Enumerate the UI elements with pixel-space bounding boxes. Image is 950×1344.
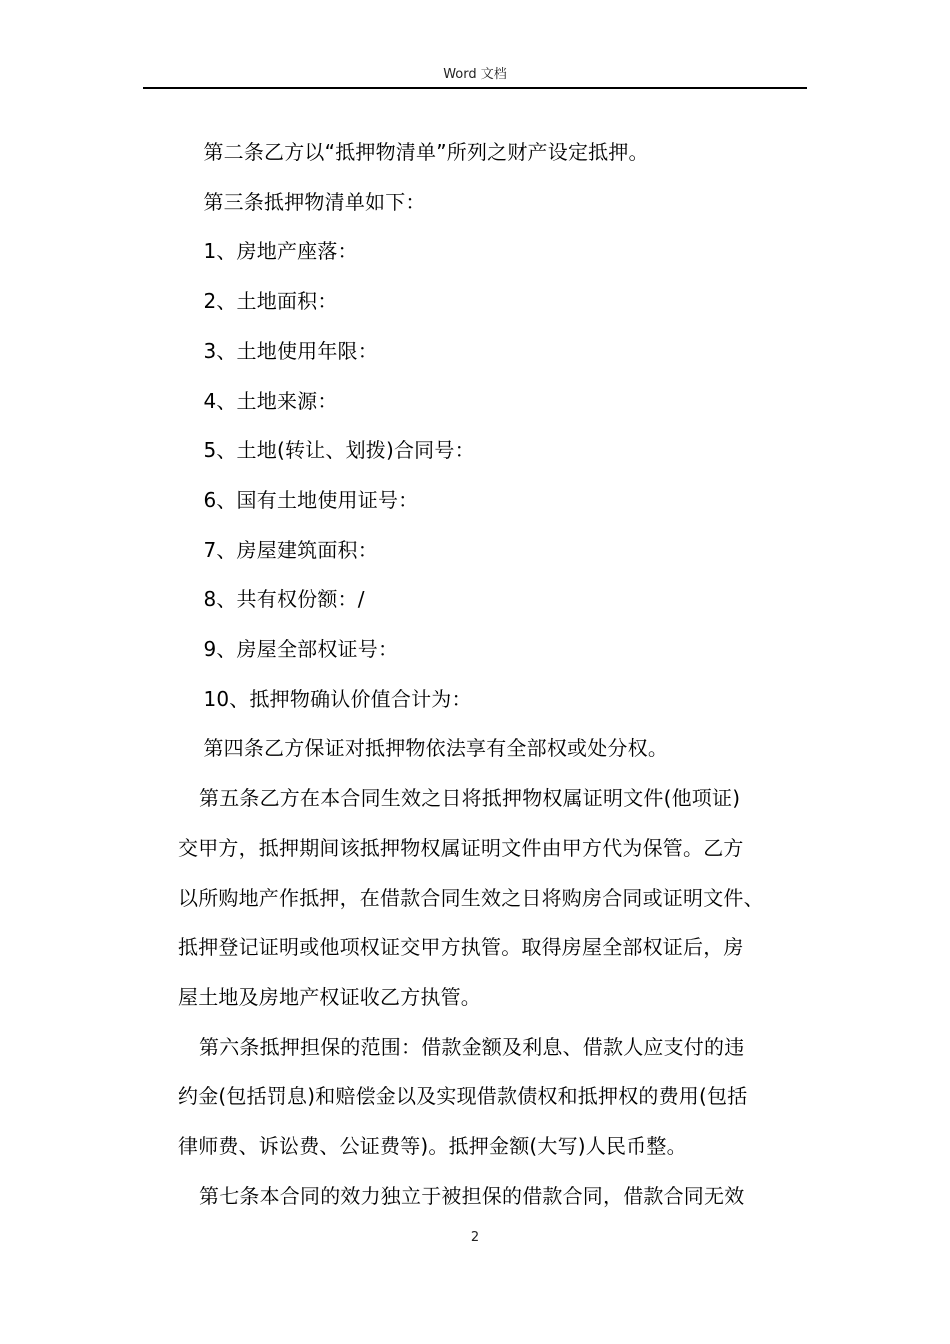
list-item-9: 9、房屋全部权证号：	[203, 637, 399, 662]
article-5-line: 以所购地产作抵押，在借款合同生效之日将购房合同或证明文件、	[178, 885, 764, 910]
list-item-2: 2、土地面积：	[203, 289, 338, 314]
page-header: Word 文档	[443, 67, 507, 82]
article-7-line: 第七条本合同的效力独立于被担保的借款合同，借款合同无效	[199, 1183, 745, 1208]
list-item-6: 6、国有土地使用证号：	[203, 487, 419, 512]
article-5-line: 第五条乙方在本合同生效之日将抵押物权属证明文件(他项证)	[199, 786, 741, 811]
article-6-line: 律师费、诉讼费、公证费等)。抵押金额(大写)人民币整。	[178, 1134, 687, 1159]
list-item-7: 7、房屋建筑面积：	[203, 537, 378, 562]
list-item-5: 5、土地(转让、划拨)合同号：	[203, 438, 475, 463]
article-4: 第四条乙方保证对抵押物依法享有全部权或处分权。	[203, 736, 669, 761]
article-6-line: 第六条抵押担保的范围：借款金额及利息、借款人应支付的违	[199, 1034, 745, 1059]
article-5-line: 抵押登记证明或他项权证交甲方执管。取得房屋全部权证后，房	[178, 935, 744, 960]
list-item-10: 10、抵押物确认价值合计为：	[203, 686, 472, 711]
page-number: 2	[470, 1230, 480, 1245]
header-divider	[143, 87, 807, 89]
article-2: 第二条乙方以“抵押物清单”所列之财产设定抵押。	[203, 140, 649, 164]
article-3: 第三条抵押物清单如下：	[203, 189, 426, 214]
list-item-3: 3、土地使用年限：	[203, 338, 378, 363]
article-6-line: 约金(包括罚息)和赔偿金以及实现借款债权和抵押权的费用(包括	[178, 1084, 748, 1109]
list-item-1: 1、房地产座落：	[203, 239, 358, 264]
article-6	[178, 1023, 810, 1172]
list-item-4: 4、土地来源：	[203, 388, 338, 413]
article-5-line: 交甲方，抵押期间该抵押物权属证明文件由甲方代为保管。乙方	[178, 835, 744, 860]
article-7	[178, 1172, 810, 1222]
article-5	[178, 774, 810, 1023]
article-5-line: 屋土地及房地产权证收乙方执管。	[178, 984, 481, 1009]
list-item-8: 8、共有权份额：/	[203, 587, 365, 612]
document-body	[178, 128, 810, 1221]
